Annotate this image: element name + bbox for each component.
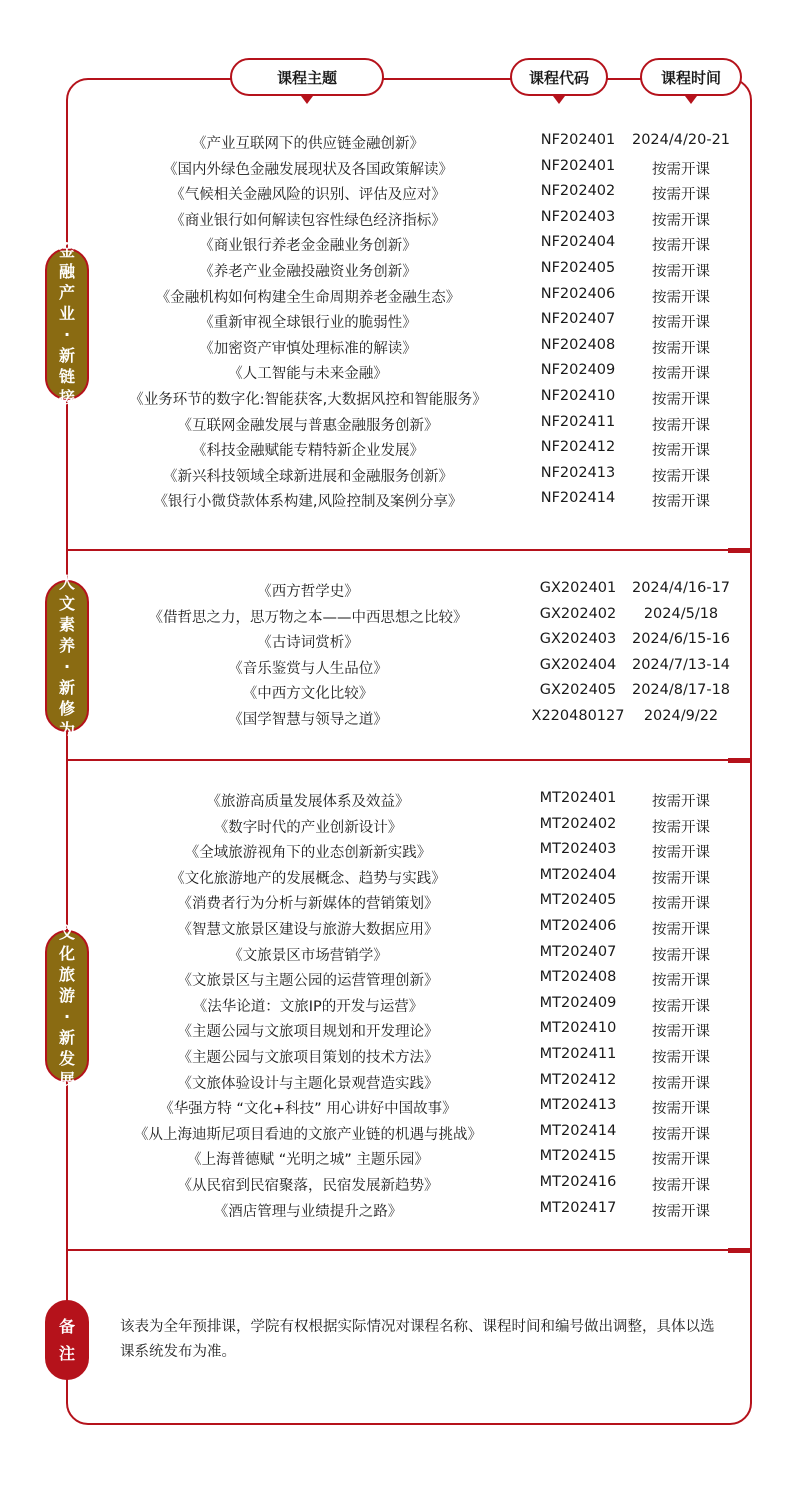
course-time: 2024/5/18 bbox=[643, 605, 719, 622]
remark-text: 该表为全年预排课，学院有权根据实际情况对课程名称、课程时间和编号做出调整，具体以选课系统发布为准。 bbox=[120, 1319, 715, 1360]
course-code: MT202415 bbox=[539, 1148, 617, 1165]
pill-pointer-icon bbox=[301, 96, 313, 104]
course-title: 《加密资产审慎处理标准的解读》 bbox=[199, 340, 417, 357]
course-code: NF202411 bbox=[540, 413, 616, 430]
course-title: 《西方哲学史》 bbox=[257, 584, 359, 600]
side-char: 新 bbox=[58, 1028, 75, 1047]
side-char: 游 bbox=[58, 986, 75, 1005]
side-char: 化 bbox=[58, 944, 75, 963]
side-char: 融 bbox=[58, 262, 75, 281]
course-code: MT202404 bbox=[539, 866, 617, 883]
side-char: 产 bbox=[58, 283, 75, 302]
course-title: 《华强方特 “文化+科技” 用心讲好中国故事》 bbox=[159, 1101, 457, 1118]
course-code: NF202402 bbox=[540, 183, 616, 200]
course-row bbox=[100, 209, 750, 235]
course-row bbox=[100, 790, 750, 816]
side-char: · bbox=[63, 1007, 71, 1026]
course-time: 按需开课 bbox=[652, 870, 710, 887]
side-char: · bbox=[63, 325, 71, 344]
course-time: 按需开课 bbox=[652, 212, 710, 229]
course-code: NF202412 bbox=[540, 439, 616, 456]
course-time: 按需开课 bbox=[652, 1075, 710, 1092]
course-row bbox=[100, 1123, 750, 1149]
course-row bbox=[100, 631, 750, 657]
course-code: NF202409 bbox=[540, 362, 616, 379]
course-time: 按需开课 bbox=[652, 845, 710, 862]
side-label-humanities bbox=[45, 573, 89, 739]
course-title: 《文化旅游地产的发展概念、趋势与实践》 bbox=[170, 870, 446, 887]
side-label-finance bbox=[45, 241, 89, 407]
course-code: MT202406 bbox=[539, 918, 617, 934]
course-time: 按需开课 bbox=[652, 998, 710, 1015]
course-title: 《从民宿到民宿聚落，民宿发展新趋势》 bbox=[177, 1178, 439, 1194]
side-char: 链 bbox=[58, 367, 75, 386]
course-time: 按需开课 bbox=[652, 947, 710, 964]
course-row bbox=[100, 944, 750, 970]
course-time: 按需开课 bbox=[652, 896, 710, 913]
course-time: 按需开课 bbox=[652, 1050, 710, 1066]
course-time: 按需开课 bbox=[652, 819, 710, 836]
course-code: NF202406 bbox=[540, 285, 616, 302]
course-code: GX202402 bbox=[539, 605, 617, 622]
course-title: 《旅游高质量发展体系及效益》 bbox=[206, 794, 410, 810]
course-code: MT202416 bbox=[539, 1174, 617, 1190]
course-title: 《重新审视全球银行业的脆弱性》 bbox=[199, 315, 417, 332]
course-row bbox=[100, 260, 750, 286]
course-row bbox=[100, 362, 750, 388]
course-title: 《银行小微贷款体系构建,风险控制及案例分享》 bbox=[153, 494, 463, 511]
side-char: 人 bbox=[58, 573, 75, 592]
course-code: NF202404 bbox=[540, 234, 616, 251]
course-code: MT202417 bbox=[539, 1199, 617, 1216]
course-code: GX202405 bbox=[539, 682, 617, 699]
course-title: 《主题公园与文旅项目规划和开发理论》 bbox=[177, 1024, 439, 1041]
header-time-pill bbox=[640, 58, 742, 96]
course-time: 按需开课 bbox=[652, 315, 710, 332]
pill-pointer-icon bbox=[553, 96, 565, 104]
course-title: 《商业银行养老金金融业务创新》 bbox=[199, 238, 417, 255]
course-time: 按需开课 bbox=[652, 443, 710, 460]
course-row bbox=[100, 1097, 750, 1123]
course-title: 《上海普德赋 “光明之城” 主题乐园》 bbox=[187, 1152, 429, 1169]
course-code: MT202409 bbox=[539, 994, 617, 1011]
course-time: 2024/4/20-21 bbox=[631, 132, 731, 148]
course-row bbox=[100, 132, 750, 158]
side-char: 文 bbox=[58, 923, 75, 942]
side-char: 注 bbox=[58, 1344, 75, 1363]
course-time: 按需开课 bbox=[652, 392, 710, 408]
header-time-label: 课程时间 bbox=[660, 68, 721, 87]
section-divider bbox=[66, 549, 752, 551]
course-row bbox=[100, 1148, 750, 1174]
side-label-tourism bbox=[45, 923, 89, 1089]
course-row bbox=[100, 439, 750, 465]
side-char: 新 bbox=[58, 346, 75, 365]
course-code: NF202410 bbox=[540, 388, 616, 404]
course-row bbox=[100, 337, 750, 363]
side-char: 旅 bbox=[58, 965, 75, 984]
course-code: MT202405 bbox=[539, 892, 617, 909]
course-title: 《人工智能与未来金融》 bbox=[228, 366, 388, 383]
course-row bbox=[100, 1072, 750, 1098]
course-title: 《主题公园与文旅项目策划的技术方法》 bbox=[177, 1050, 439, 1066]
side-char: 新 bbox=[58, 678, 75, 697]
course-code: MT202411 bbox=[539, 1046, 617, 1062]
course-title: 《产业互联网下的供应链金融创新》 bbox=[192, 136, 424, 152]
course-title: 《科技金融赋能专精特新企业发展》 bbox=[192, 443, 424, 460]
course-row bbox=[100, 286, 750, 312]
course-time: 2024/9/22 bbox=[643, 708, 719, 724]
side-char: 素 bbox=[58, 615, 75, 634]
course-code: MT202401 bbox=[539, 790, 617, 806]
header-code-label: 课程代码 bbox=[528, 68, 589, 87]
side-char: 修 bbox=[58, 699, 75, 718]
side-char: · bbox=[63, 657, 71, 676]
course-row bbox=[100, 414, 750, 440]
side-label-remark bbox=[45, 1300, 89, 1380]
course-code: GX202401 bbox=[539, 580, 617, 596]
side-char: 文 bbox=[58, 594, 75, 613]
course-row bbox=[100, 841, 750, 867]
course-row bbox=[100, 918, 750, 944]
course-row bbox=[100, 867, 750, 893]
course-time: 2024/7/13-14 bbox=[631, 656, 731, 673]
course-title: 《互联网金融发展与普惠金融服务创新》 bbox=[177, 417, 439, 434]
course-row bbox=[100, 657, 750, 683]
course-code: MT202412 bbox=[539, 1071, 617, 1088]
course-time: 按需开课 bbox=[652, 187, 710, 204]
course-row bbox=[100, 490, 750, 516]
course-row bbox=[100, 816, 750, 842]
course-row bbox=[100, 892, 750, 918]
course-time: 2024/8/17-18 bbox=[631, 682, 731, 699]
course-time: 按需开课 bbox=[652, 340, 710, 357]
course-row bbox=[100, 995, 750, 1021]
course-row bbox=[100, 234, 750, 260]
course-time: 2024/4/16-17 bbox=[631, 580, 731, 596]
course-time: 按需开课 bbox=[652, 1024, 710, 1041]
divider-cap bbox=[728, 1248, 752, 1253]
course-code: NF202401 bbox=[540, 132, 616, 148]
course-time: 按需开课 bbox=[652, 1126, 710, 1143]
course-time: 按需开课 bbox=[652, 264, 710, 280]
course-code: MT202410 bbox=[539, 1020, 617, 1037]
pill-pointer-icon bbox=[685, 96, 697, 104]
course-title: 《文旅景区与主题公园的运营管理创新》 bbox=[177, 973, 439, 990]
side-char: 发 bbox=[58, 1049, 75, 1068]
side-char: 备 bbox=[58, 1317, 75, 1336]
course-title: 《古诗词赏析》 bbox=[257, 635, 359, 652]
course-time: 按需开课 bbox=[652, 161, 710, 178]
course-title: 《从上海迪斯尼项目看迪的文旅产业链的机遇与挑战》 bbox=[134, 1126, 482, 1143]
course-code: NF202414 bbox=[540, 490, 616, 507]
course-title: 《全域旅游视角下的业态创新新实践》 bbox=[184, 845, 432, 862]
course-title: 《气候相关金融风险的识别、评估及应对》 bbox=[170, 187, 446, 204]
side-char: 为 bbox=[58, 720, 75, 739]
course-code: NF202405 bbox=[540, 260, 616, 276]
course-code: MT202403 bbox=[539, 841, 617, 858]
course-title: 《业务环节的数字化:智能获客,大数据风控和智能服务》 bbox=[129, 392, 487, 408]
course-code: NF202403 bbox=[540, 208, 616, 225]
course-title: 《金融机构如何构建全生命周期养老金融生态》 bbox=[155, 289, 461, 306]
course-time: 按需开课 bbox=[652, 366, 710, 383]
course-code: X220480127 bbox=[531, 708, 625, 724]
course-title: 《数字时代的产业创新设计》 bbox=[213, 819, 403, 836]
course-code: MT202407 bbox=[539, 943, 617, 960]
course-row bbox=[100, 388, 750, 414]
course-time: 按需开课 bbox=[652, 1203, 710, 1220]
course-title: 《国学智慧与领导之道》 bbox=[228, 712, 388, 728]
side-char: 展 bbox=[58, 1070, 75, 1089]
course-row bbox=[100, 183, 750, 209]
course-code: GX202404 bbox=[539, 656, 617, 673]
course-row bbox=[100, 465, 750, 491]
course-code: MT202408 bbox=[539, 969, 617, 986]
course-title: 《文旅体验设计与主题化景观营造实践》 bbox=[177, 1075, 439, 1092]
course-time: 按需开课 bbox=[652, 1178, 710, 1194]
course-code: NF202413 bbox=[540, 464, 616, 481]
course-title: 《借哲思之力，思万物之本——中西思想之比较》 bbox=[148, 609, 468, 626]
course-row bbox=[100, 1174, 750, 1200]
course-time: 按需开课 bbox=[652, 973, 710, 990]
course-code: NF202401 bbox=[540, 157, 616, 174]
course-time: 按需开课 bbox=[652, 238, 710, 255]
course-time: 按需开课 bbox=[652, 1152, 710, 1169]
side-char: 接 bbox=[58, 388, 75, 407]
course-title: 《智慧文旅景区建设与旅游大数据应用》 bbox=[177, 922, 439, 938]
course-time: 按需开课 bbox=[652, 417, 710, 434]
course-code: NF202408 bbox=[540, 336, 616, 353]
section-divider bbox=[66, 1249, 752, 1251]
course-title: 《音乐鉴赏与人生品位》 bbox=[228, 660, 388, 677]
course-row bbox=[100, 1046, 750, 1072]
course-code: MT202413 bbox=[539, 1097, 617, 1114]
course-row bbox=[100, 1200, 750, 1226]
course-time: 按需开课 bbox=[652, 468, 710, 485]
course-title: 《酒店管理与业绩提升之路》 bbox=[213, 1203, 403, 1220]
header-topic-label: 课程主题 bbox=[276, 68, 337, 87]
course-row bbox=[100, 606, 750, 632]
course-row bbox=[100, 311, 750, 337]
course-time: 按需开课 bbox=[652, 1101, 710, 1118]
header-code-pill bbox=[510, 58, 608, 96]
course-title: 《法华论道：文旅IP的开发与运营》 bbox=[192, 998, 424, 1015]
course-title: 《国内外绿色金融发展现状及各国政策解读》 bbox=[163, 161, 453, 178]
course-row bbox=[100, 580, 750, 606]
course-title: 《文旅景区市场营销学》 bbox=[228, 947, 388, 964]
side-char: 金 bbox=[58, 241, 75, 260]
header-topic-pill bbox=[230, 58, 384, 96]
course-time: 按需开课 bbox=[652, 922, 710, 938]
course-title: 《新兴科技领域全球新进展和金融服务创新》 bbox=[163, 468, 453, 485]
course-time: 按需开课 bbox=[652, 794, 710, 810]
course-title: 《消费者行为分析与新媒体的营销策划》 bbox=[177, 896, 439, 913]
course-row bbox=[100, 1020, 750, 1046]
course-code: MT202402 bbox=[539, 815, 617, 832]
course-time: 2024/6/15-16 bbox=[631, 631, 731, 648]
course-title: 《商业银行如何解读包容性绿色经济指标》 bbox=[170, 212, 446, 229]
course-code: NF202407 bbox=[540, 311, 616, 328]
side-char: 养 bbox=[58, 636, 75, 655]
course-title: 《中西方文化比较》 bbox=[242, 686, 374, 703]
section-divider bbox=[66, 759, 752, 761]
course-title: 《养老产业金融投融资业务创新》 bbox=[199, 264, 417, 280]
course-row bbox=[100, 158, 750, 184]
side-char: 业 bbox=[58, 304, 75, 323]
course-row bbox=[100, 682, 750, 708]
course-code: MT202414 bbox=[539, 1122, 617, 1139]
course-time: 按需开课 bbox=[652, 289, 710, 306]
course-time: 按需开课 bbox=[652, 494, 710, 511]
divider-cap bbox=[728, 548, 752, 553]
course-code: GX202403 bbox=[539, 631, 617, 648]
course-row bbox=[100, 708, 750, 734]
course-row bbox=[100, 969, 750, 995]
divider-cap bbox=[728, 758, 752, 763]
